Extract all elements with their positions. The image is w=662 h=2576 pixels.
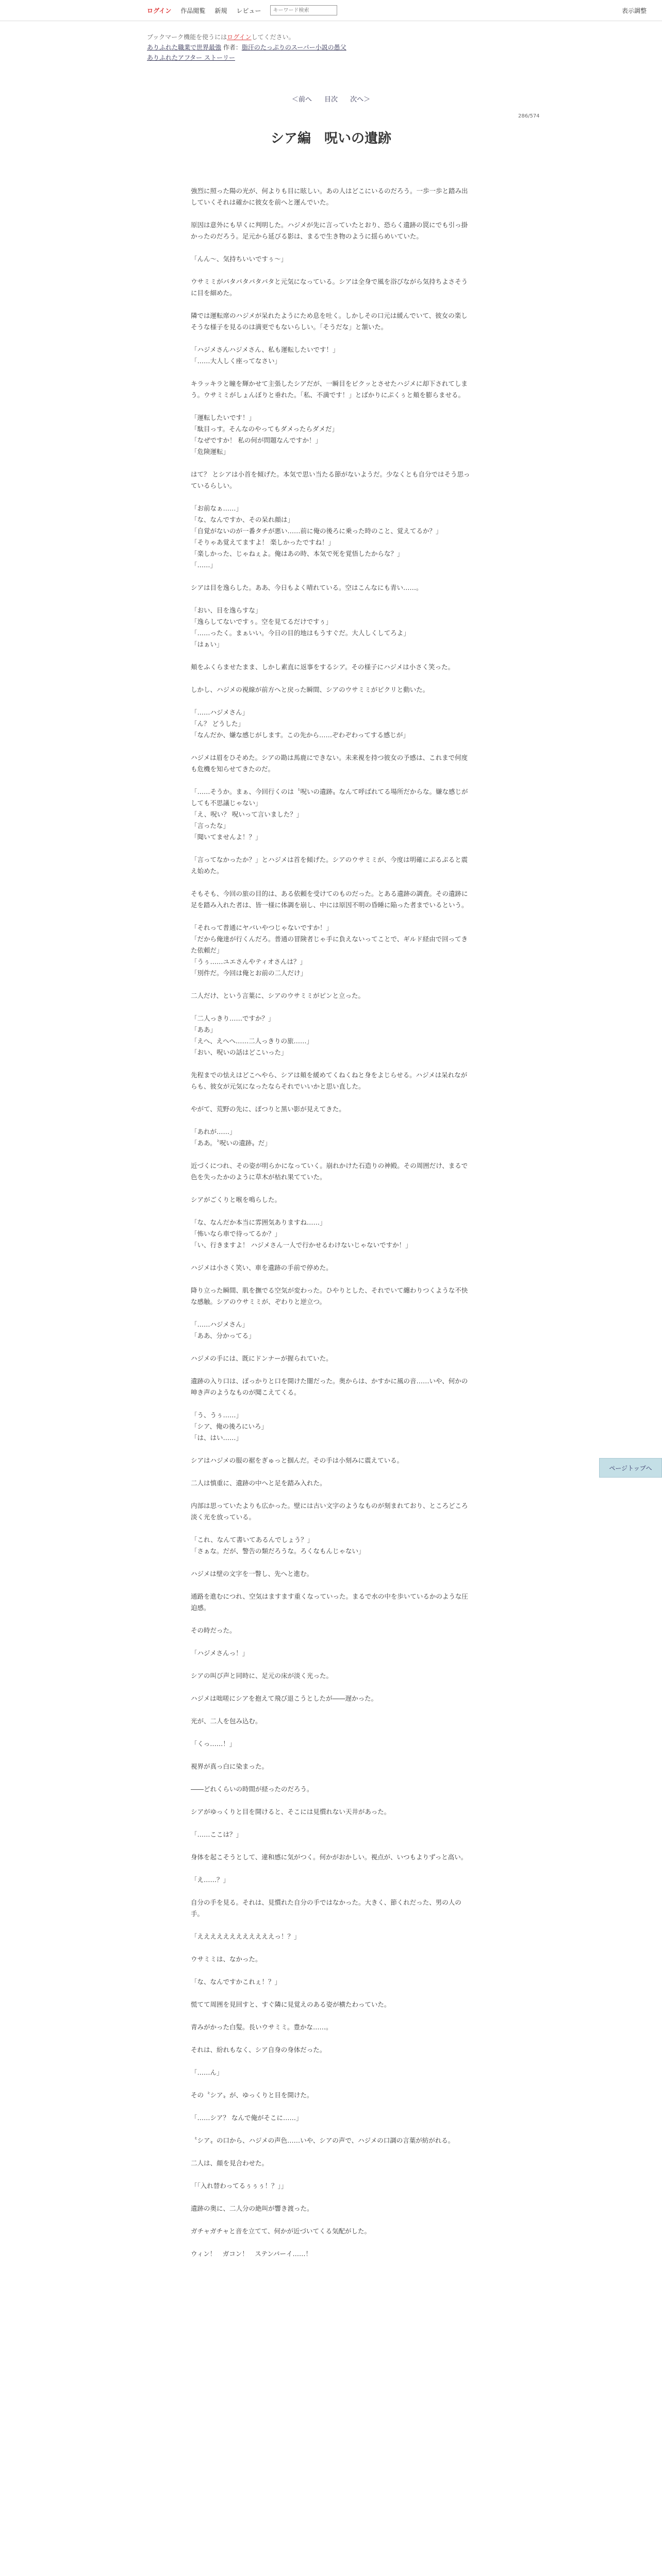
novel-paragraph: 「な、なんですかこれぇ！？」: [191, 1978, 282, 1986]
novel-body: [191, 185, 472, 2271]
nav-link-new[interactable]: 新規: [214, 7, 227, 14]
novel-paragraph: 「おい、目を逸らすな」 「逸らしてないですぅ。空を見てるだけですぅ」 「……ったく。まぁいい。今日の目的地はもうすぐだ。大人しくしてろよ」 「はぁい」: [191, 606, 410, 648]
novel-paragraph: シアがごくりと喉を鳴らした。: [191, 1196, 282, 1204]
novel-paragraph: 「……ここは？」: [191, 1831, 243, 1838]
chapter-group-link[interactable]: ありふれたアフター ストーリー: [147, 54, 235, 61]
novel-paragraph: キラッキラと瞳を輝かせて主張したシアだが、一瞬目をピクッとさせたハジメに却下されてしまう。ウサミミがしょんぼりと垂れた。「私、不満です！」とばかりにぷくぅと頬を膨らませる。: [191, 380, 468, 399]
novel-paragraph: ハジメは眉をひそめた。シアの勘は馬鹿にできない。未来視を持つ彼女の予感は、これまで何度も危機を知らせてきたのだ。: [191, 754, 468, 773]
author-prefix: 作者：: [223, 44, 242, 51]
novel-paragraph: ガチャガチャと音を立てて、何かが近づいてくる気配がした。: [191, 2227, 371, 2235]
novel-paragraph: 強烈に照った陽の光が、何よりも目に眩しい。あの人はどこにいるのだろう。一歩一歩と踏み出していくそれは確かに彼女を前へと運んでいた。: [191, 187, 468, 206]
novel-paragraph: 「う、うぅ……」 「シア、俺の後ろにいろ」 「は、はい……」: [191, 1411, 268, 1442]
novel-paragraph: 「な、なんだか本当に雰囲気ありますね……」 「怖いなら車で待ってるか？」 「い、行きますよ！ ハジメさん一人で行かせるわけないじゃないですか！」: [191, 1218, 412, 1249]
chapter-title: シア編 呪いの遺跡: [270, 131, 391, 146]
novel-paragraph: 光が、二人を包み込む。: [191, 1717, 262, 1725]
novel-paragraph: 内部は思っていたよりも広かった。壁には古い文字のようなものが刻まれており、ところどころ淡く光を放っている。: [191, 1502, 468, 1521]
novel-paragraph: 「あれが……」 「ああ。〝呪いの遺跡〟だ」: [191, 1128, 271, 1147]
novel-paragraph: 先程までの怯えはどこへやら、シアは頬を緩めてくねくねと身をよじらせる。ハジメは呆れながらも、彼女が元気になったならそれでいいかと思い直した。: [191, 1071, 468, 1090]
novel-paragraph: ハジメは小さく笑い、車を遺跡の手前で停めた。: [191, 1264, 333, 1272]
novel-paragraph: 「……ん」: [191, 2069, 223, 2076]
novel-paragraph: しかし、ハジメの視線が前方へと戻った瞬間、シアのウサミミがピクリと動いた。: [191, 686, 429, 693]
novel-paragraph: 「ええええええええええええっ！？」: [191, 1933, 301, 1940]
login-note-suffix: してください。: [251, 33, 295, 41]
novel-paragraph: 「「入れ替わってるぅぅぅ！？」」: [191, 2182, 288, 2190]
novel-paragraph: はて？ とシアは小首を傾げた。本気で思い当たる節がないようだ。少なくとも自分ではそう思っているらしい。: [191, 470, 470, 489]
novel-paragraph: 「言ってなかったか？」とハジメは首を傾げた。シアのウサミミが、今度は明確にぷるぷると震え始めた。: [191, 856, 468, 875]
bookmark-login-note: [147, 32, 518, 42]
novel-paragraph: そもそも、今回の旅の目的は、ある依頼を受けてのものだった。とある遺跡の調査。その遺跡に足を踏み入れた者は、皆一様に体調を崩し、中には原因不明の昏睡に陥った者までいるという。: [191, 890, 468, 909]
novel-paragraph: 二人は慎重に、遺跡の中へと足を踏み入れた。: [191, 1479, 326, 1487]
novel-paragraph: 「ハジメさんっ！」: [191, 1649, 249, 1657]
novel-paragraph: ハジメの手には、既にドンナーが握られていた。: [191, 1354, 333, 1362]
novel-paragraph: 視界が真っ白に染まった。: [191, 1762, 269, 1770]
novel-paragraph: 頬をふくらませたまま、しかし素直に返事をするシア。その様子にハジメは小さく笑った。: [191, 663, 455, 671]
novel-paragraph: 降り立った瞬間、肌を撫でる空気が変わった。ひやりとした、それでいて纏わりつくような不快な感触。シアのウサミミが、ぞわりと逆立つ。: [191, 1286, 468, 1306]
novel-paragraph: その〝シア〟が、ゆっくりと目を開けた。: [191, 2091, 313, 2099]
novel-paragraph: 「それって普通にヤバいやつじゃないですか！」 「だから俺達が行くんだろ。普通の冒険者じゃ手に負えないってことで、ギルド経由で回ってきた依頼だ」 「うぅ……ユエさんやティオさんは？」 「別件だ。今回は俺とお前の二人だけ」: [191, 924, 468, 977]
novel-paragraph: 慌てて周囲を見回すと、すぐ隣に見覚えのある姿が横たわっていた。: [191, 2001, 391, 2008]
episode-number: 286/574: [518, 113, 540, 119]
novel-paragraph: 「お前なぁ……」 「な、なんですか、その呆れ顔は」 「自覚がないのが一番タチが悪い……前に俺の後ろに乗った時のこと、覚えてるか？」 「そりゃあ覚えてますよ！ 楽しかったですね！」 「楽しかった、じゃねぇよ。俺はあの時、本気で死を覚悟したからな？」 「……」: [191, 504, 442, 569]
index-link[interactable]: 目次: [324, 96, 338, 104]
novel-paragraph: ウィン！ ガコン！ ステンバーイ……！: [191, 2250, 312, 2258]
series-line: [147, 42, 518, 53]
novel-paragraph: 〝シア〟の口から、ハジメの声色……いや、シアの声で、ハジメの口調の言葉が紡がれる。: [191, 2137, 455, 2144]
login-link[interactable]: ログイン: [147, 7, 172, 14]
novel-paragraph: 「んん〜、気持ちいいですぅ〜」: [191, 255, 288, 263]
novel-paragraph: 「ハジメさんハジメさん、私も運転したいです！」 「……大人しく座ってなさい」: [191, 346, 339, 365]
novel-paragraph: 二人は、顔を見合わせた。: [191, 2159, 269, 2167]
novel-paragraph: ハジメは壁の文字を一瞥し、先へと進む。: [191, 1570, 313, 1578]
novel-paragraph: シアがゆっくりと目を開けると、そこには見慣れない天井があった。: [191, 1808, 391, 1816]
novel-paragraph: 「運転したいです！」 「駄目っす。そんなのやってもダメったらダメだ」 「なぜですか！ 私の何が問題なんですか！」 「危険運転」: [191, 414, 339, 455]
novel-paragraph: やがて、荒野の先に、ぽつりと黒い影が見えてきた。: [191, 1105, 345, 1113]
novel-paragraph: 「……ハジメさん」 「ああ、分かってる」: [191, 1320, 255, 1340]
novel-paragraph: ウサミミがパタパタパタパタと元気になっている。シアは全身で風を浴びながら気持ちよさそうに目を細めた。: [191, 278, 468, 297]
novel-paragraph: 「……そうか。まぁ、今回行くのは〝呪いの遺跡〟なんて呼ばれてる場所だからな。嫌な感じがしても不思議じゃない」 「え、呪い？ 呪いって言いました？」 「言ったな」 「聞いてませんよ！？」: [191, 788, 468, 841]
top-nav-links: [147, 5, 337, 15]
novel-paragraph: 原因は意外にも早くに判明した。ハジメが先に言っていたとおり、恐らく遺跡の罠にでも引っ掛かったのだろう。足元から延びる影は、まるで生き物のように揺らめいていた。: [191, 221, 468, 240]
series-title-link[interactable]: ありふれた職業で世界最強: [147, 44, 222, 51]
novel-paragraph: 近づくにつれ、その姿が明らかになっていく。崩れかけた石造りの神殿。その周囲だけ、まるで色を失ったかのように草木が枯れ果てていた。: [191, 1162, 468, 1181]
login-note-link[interactable]: ログイン: [227, 33, 252, 41]
novel-paragraph: 「……ハジメさん」 「ん？ どうした」 「なんだか、嫌な感じがします。この先から……ぞわぞわってする感じが」: [191, 708, 409, 739]
work-info: [147, 32, 518, 63]
page-top-button[interactable]: ページトップへ: [599, 1458, 662, 1478]
novel-paragraph: 「これ、なんて書いてあるんでしょう？」 「さぁな。だが、警告の類だろうな。ろくなもんじゃない」: [191, 1536, 365, 1555]
novel-paragraph: 隣では運転席のハジメが呆れたようにため息を吐く。しかしその口元は緩んでいて、彼女の楽しそうな様子を見るのは満更でもないらしい。「そうだな」と頷いた。: [191, 312, 468, 331]
nav-link-review[interactable]: レビュー: [236, 7, 261, 14]
novel-paragraph: それは、紛れもなく、シア自身の身体だった。: [191, 2046, 326, 2054]
prev-link[interactable]: ＜前へ: [291, 96, 312, 104]
novel-paragraph: シアの叫び声と同時に、足元の床が淡く光った。: [191, 1672, 333, 1680]
novel-paragraph: 「二人っきり……ですか？」 「ああ」 「えへ、えへへ……二人っきりの旅……」 「おい、呪いの話はどこいった」: [191, 1014, 313, 1056]
display-settings-link[interactable]: 表示調整: [621, 7, 647, 14]
top-navigation-bar: [0, 0, 662, 21]
novel-paragraph: ウサミミは、なかった。: [191, 1955, 262, 1963]
top-pager: [0, 94, 662, 104]
novel-paragraph: その時だった。: [191, 1626, 236, 1634]
novel-paragraph: 「……シア？ なんで俺がそこに……」: [191, 2114, 303, 2122]
next-link[interactable]: 次へ＞: [350, 96, 371, 104]
novel-paragraph: 通路を進むにつれ、空気はますます重くなっていった。まるで水の中を歩いているかのような圧迫感。: [191, 1592, 468, 1612]
novel-paragraph: シアはハジメの服の裾をぎゅっと掴んだ。その手は小刻みに震えている。: [191, 1456, 404, 1464]
novel-paragraph: シアは目を逸らした。ああ、今日もよく晴れている。空はこんなにも青い……。: [191, 584, 423, 591]
novel-paragraph: 自分の手を見る。それは、見慣れた自分の手ではなかった。大きく、節くれだった、男の人の手。: [191, 1899, 461, 1918]
novel-paragraph: ――どれくらいの時間が経ったのだろう。: [191, 1785, 313, 1793]
novel-paragraph: 遺跡の入り口は、ぽっかりと口を開けた闇だった。奥からは、かすかに風の音……いや、何かの呻き声のようなものが聞こえてくる。: [191, 1377, 468, 1396]
novel-paragraph: 二人だけ、という言葉に、シアのウサミミがピンと立った。: [191, 992, 365, 999]
novel-paragraph: 「え……？」: [191, 1876, 230, 1884]
author-link[interactable]: 脂汗のたっぷりのスーパー小説の愚父: [241, 44, 346, 51]
novel-paragraph: 青みがかった白髪。長いウサミミ。豊かな……。: [191, 2023, 333, 2031]
novel-paragraph: 「くっ……！」: [191, 1740, 236, 1748]
search-input[interactable]: [270, 5, 337, 15]
novel-paragraph: 身体を起こそうとして、違和感に気がつく。何かがおかしい。視点が、いつもよりずっと高い。: [191, 1853, 468, 1861]
nav-link-browse[interactable]: 作品閲覧: [180, 7, 206, 14]
login-note-prefix: ブックマーク機能を使うには: [147, 33, 227, 41]
novel-paragraph: 遺跡の奥に、二人分の絶叫が響き渡った。: [191, 2205, 313, 2212]
novel-paragraph: ハジメは咄嗟にシアを抱えて飛び退こうとしたが――遅かった。: [191, 1694, 378, 1702]
